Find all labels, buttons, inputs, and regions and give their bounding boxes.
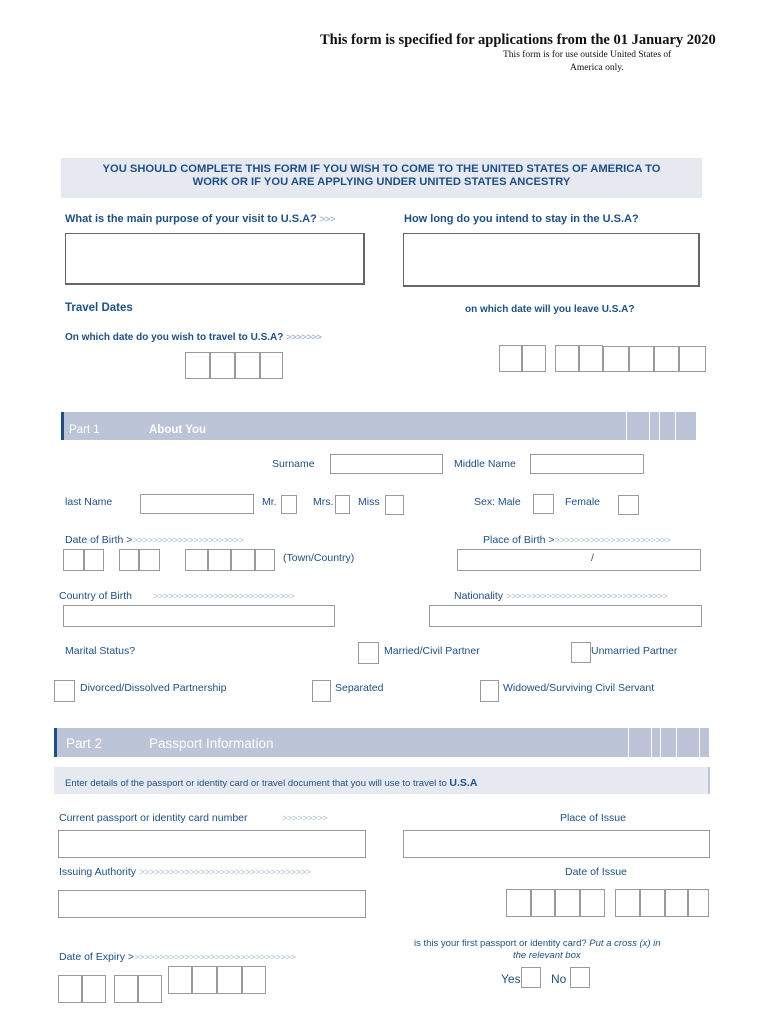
date-of-expiry-label [59,951,296,963]
expiry-date-digit[interactable] [217,966,242,994]
middle-name-label: Middle Name [454,458,516,470]
travel-date-digit[interactable] [235,352,260,379]
travel-dates-title: Travel Dates [65,302,133,314]
middle-name-input[interactable] [530,454,644,474]
mrs-label: Mrs. [313,496,334,508]
leave-date-digit[interactable] [499,345,522,372]
part2-label: Part 2 [66,736,103,751]
dob-digit[interactable] [119,549,139,571]
form-spec-line: This form is specified for applications from the 01 January 2020 [320,32,716,48]
last-name-input[interactable] [140,494,254,514]
no-checkbox[interactable] [570,967,590,988]
divorced-label: Divorced/Dissolved Partnership [80,682,227,694]
purpose-input[interactable] [65,233,365,285]
issuing-authority-label [59,866,311,878]
leave-date-digit[interactable] [522,345,546,372]
nationality-label [454,590,667,602]
stay-duration-input[interactable] [403,233,700,287]
issue-date-digit[interactable] [615,889,640,917]
travel-date-digit[interactable] [210,352,235,379]
female-checkbox[interactable] [618,495,639,515]
dob-digit[interactable] [255,549,275,571]
passport-number-arrows: >>>>>>>>> [282,813,328,824]
part2-header-bar [54,728,709,757]
banner-line-1: YOU SHOULD COMPLETE THIS FORM IF YOU WISH TO COME TO THE UNITED STATES OF AMERICA TO [102,163,661,175]
expiry-date-digit[interactable] [242,966,266,994]
town-country-label: (Town/Country) [283,552,355,564]
no-label: No [551,972,567,986]
intro-banner [61,158,702,198]
date-of-issue-label: Date of Issue [565,866,627,878]
place-of-birth-label [483,534,671,546]
divorced-checkbox[interactable] [54,680,75,702]
dob-digit[interactable] [139,549,160,571]
leave-date-digit[interactable] [579,345,603,372]
place-of-birth-input[interactable] [457,549,701,571]
expiry-date-digit[interactable] [82,975,106,1003]
dob-label [65,534,243,546]
stay-question: How long do you intend to stay in the U.S.A? [404,213,639,225]
part2-title: Passport Information [149,736,274,751]
female-label: Female [565,496,601,508]
leave-date-digit[interactable] [654,346,679,372]
leave-date-digit[interactable] [603,346,629,372]
miss-checkbox[interactable] [385,495,404,515]
passport-instruction [65,777,477,789]
travel-date-digit[interactable] [260,352,283,379]
expiry-date-digit[interactable] [168,966,192,994]
surname-label: Surname [272,458,315,470]
purpose-arrows: >>> [319,214,336,225]
purpose-question [65,213,335,225]
issue-date-digit[interactable] [580,889,605,917]
date-of-expiry-label-text: Date of Expiry > [59,951,134,963]
issue-date-digit[interactable] [555,889,580,917]
issuing-authority-input[interactable] [58,890,366,918]
form-use-line-1: This form is for use outside United States of [503,50,672,60]
country-of-birth-input[interactable] [63,605,335,627]
part1-header-bar [61,412,696,440]
expiry-date-digit[interactable] [114,975,138,1003]
leave-date-digit[interactable] [679,346,706,372]
travel-date-digit[interactable] [185,352,210,379]
issue-date-digit[interactable] [531,889,555,917]
married-label: Married/Civil Partner [384,645,480,657]
put-cross-line-1: Put a cross (x) in [589,938,661,949]
put-cross-line-2: the relevant box [513,950,581,961]
leave-date-question: on which date will you leave U.S.A? [465,304,635,315]
nationality-label-text: Nationality [454,590,504,602]
dob-label-text: Date of Birth > [65,534,133,546]
country-of-birth-label: Country of Birth [59,590,132,602]
sex-male-label: Sex: Male [474,496,521,508]
place-of-issue-input[interactable] [403,830,710,858]
unmarried-label: Unmarried Partner [591,645,678,657]
separated-label: Separated [335,682,384,694]
widowed-checkbox[interactable] [480,680,499,702]
surname-input[interactable] [330,454,443,474]
purpose-question-text: What is the main purpose of your visit to U.S.A? [65,213,317,225]
issue-date-digit[interactable] [665,889,688,917]
part2-accent [54,728,57,757]
passport-instruction-country: U.S.A [449,777,478,789]
leave-date-digit[interactable] [629,346,654,372]
travel-date-question [65,332,321,343]
leave-date-digit[interactable] [555,345,579,372]
dob-digit[interactable] [84,549,104,571]
miss-label: Miss [358,496,380,508]
mrs-checkbox[interactable] [335,495,350,514]
date-of-expiry-arrows: >>>>>>>>>>>>>>>>>>>>>>>>>>>>>>>> [134,952,296,963]
separated-checkbox[interactable] [312,680,331,702]
part1-accent [61,412,64,440]
part1-label: Part 1 [69,424,100,436]
pob-arrows: >>>>>>>>>>>>>>>>>>>>>>> [554,535,671,546]
last-name-label: last Name [65,496,113,508]
issuing-authority-label-text: Issuing Authority [59,866,137,878]
dob-digit[interactable] [231,549,255,571]
issuing-authority-arrows: >>>>>>>>>>>>>>>>>>>>>>>>>>>>>>>>>> [138,867,311,878]
pob-slash: / [591,552,594,564]
first-passport-question-text: is this your first passport or identity card? [414,938,587,949]
banner-line-2: WORK OR IF YOU ARE APPLYING UNDER UNITED STATES ANCESTRY [192,176,571,188]
dob-digit[interactable] [185,549,208,571]
passport-number-label: Current passport or identity card number [59,812,248,824]
place-of-issue-label: Place of Issue [560,812,626,824]
first-passport-question [414,938,661,949]
expiry-date-digit[interactable] [58,975,82,1003]
passport-instruction-bar [54,767,710,794]
nat-arrows: >>>>>>>>>>>>>>>>>>>>>>>>>>>>>>>> [505,591,668,602]
marital-status-label: Marital Status? [65,645,136,657]
place-of-birth-label-text: Place of Birth > [483,534,555,546]
issue-date-digit[interactable] [640,889,665,917]
male-checkbox[interactable] [533,494,554,514]
part1-title: About You [149,424,207,436]
travel-date-arrows: >>>>>>> [286,332,322,343]
unmarried-checkbox[interactable] [571,642,591,663]
married-checkbox[interactable] [358,642,379,664]
passport-instruction-text: Enter details of the passport or identity card or travel document that you will use to travel to [65,778,447,789]
expiry-date-digit[interactable] [192,966,217,994]
nationality-input[interactable] [429,605,702,627]
yes-checkbox[interactable] [521,967,541,988]
mr-checkbox[interactable] [281,495,297,514]
dob-digit[interactable] [208,549,231,571]
form-use-line-2: America only. [570,63,624,73]
dob-digit[interactable] [63,549,84,571]
mr-label: Mr. [262,496,277,508]
widowed-label: Widowed/Surviving Civil Servant [503,682,655,694]
issue-date-digit[interactable] [688,889,709,917]
travel-date-question-text: On which date do you wish to travel to U.S.A? [65,332,284,343]
yes-label: Yes [501,972,521,986]
expiry-date-digit[interactable] [138,975,162,1003]
issue-date-digit[interactable] [506,889,531,917]
dob-arrows: >>>>>>>>>>>>>>>>>>>>>> [132,535,244,546]
cob-arrows: >>>>>>>>>>>>>>>>>>>>>>>>>>>> [153,591,295,602]
passport-number-input[interactable] [58,830,366,858]
